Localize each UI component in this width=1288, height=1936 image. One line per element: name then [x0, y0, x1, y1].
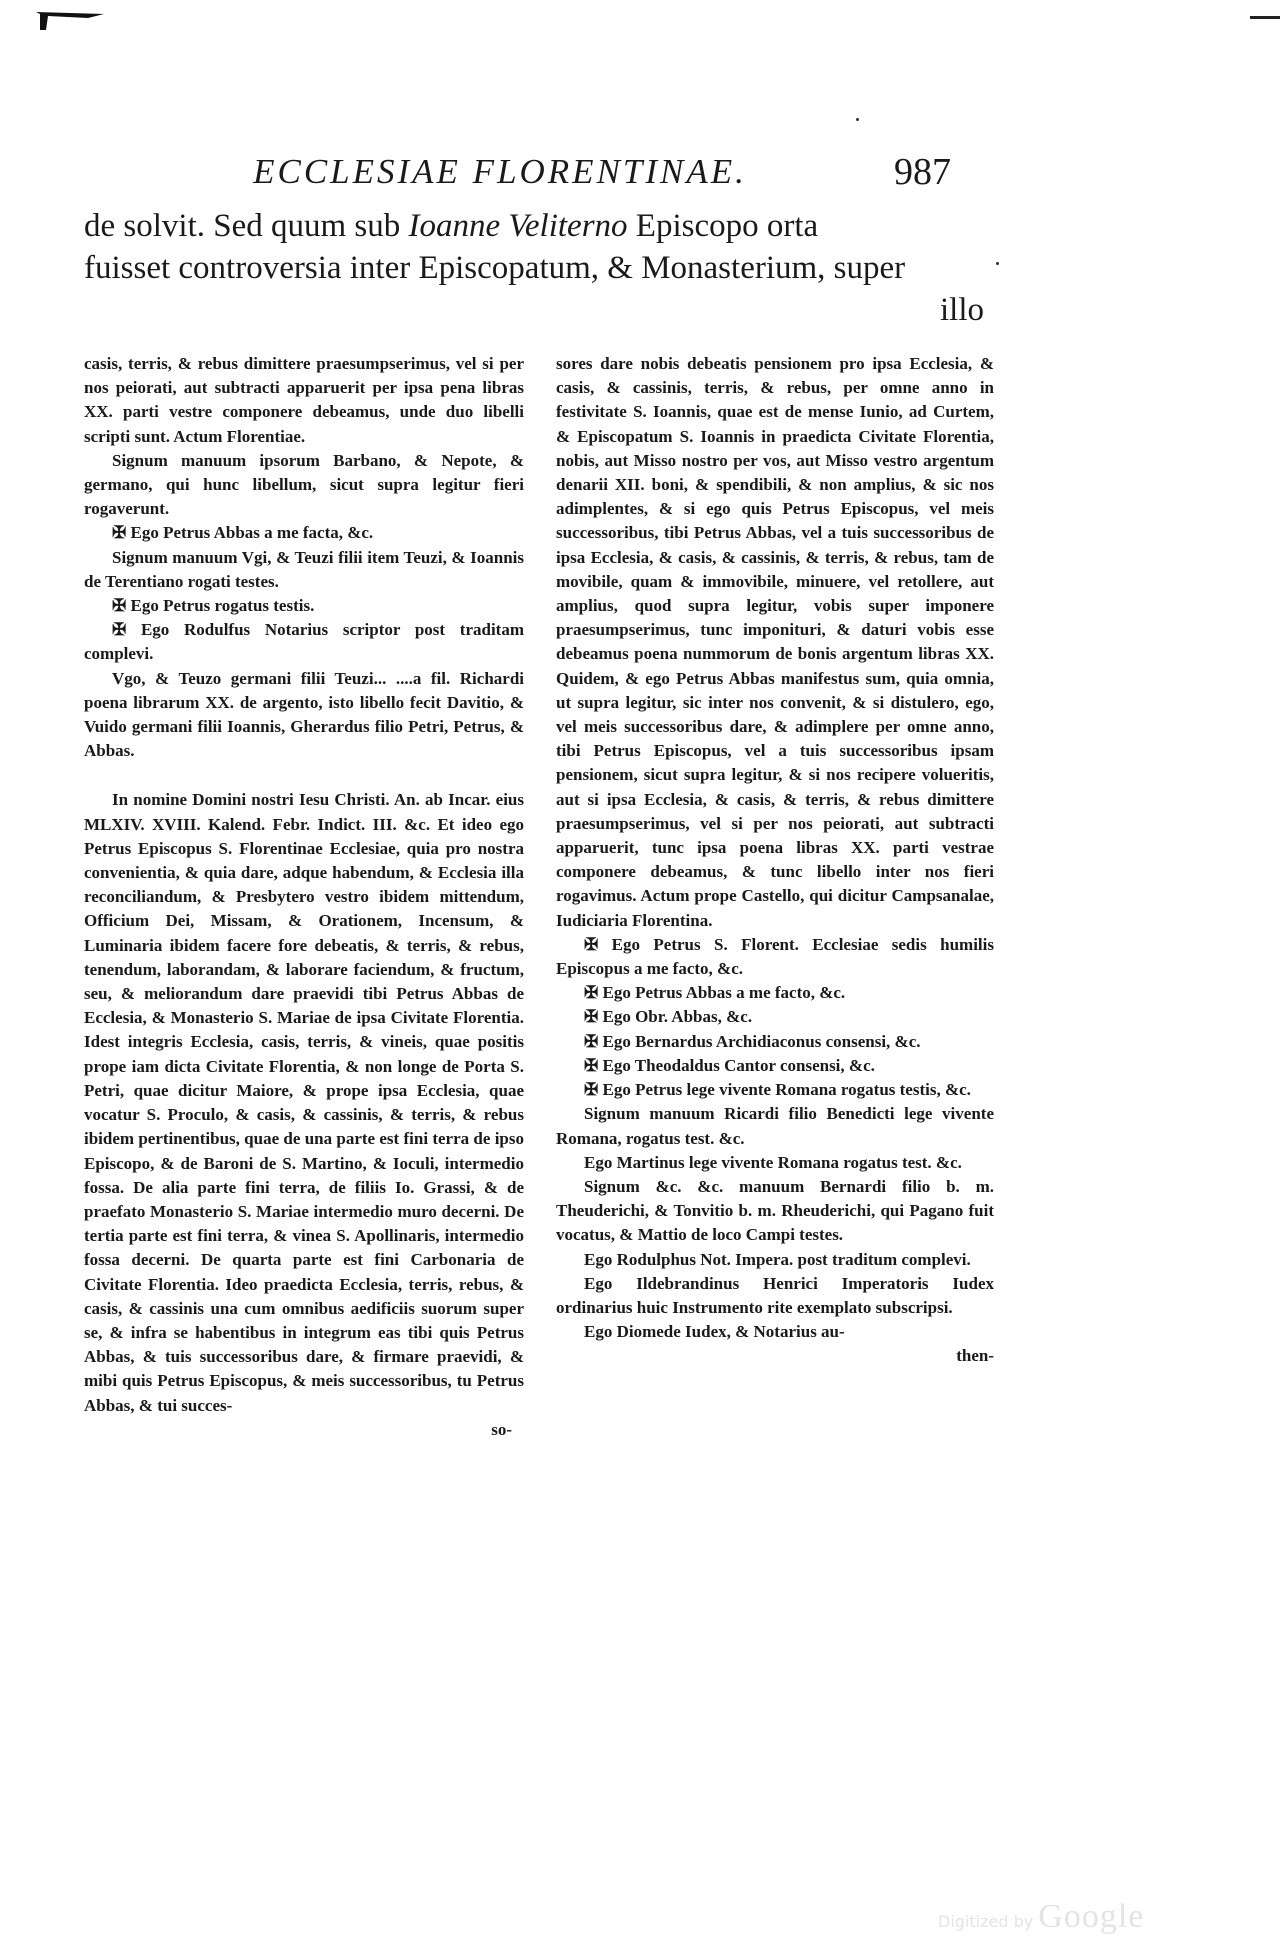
- left-paragraph: Vgo, & Teuzo germani filii Teuzi... ....a fil. Richardi poena librarum XX. de argento, isto libello fecit Davitio, & Vuido germani filii Ioannis, Gherardus filio Petri, Petrus, & Abbas.: [84, 668, 524, 761]
- left-column: [84, 352, 524, 1442]
- catchword: so-: [491, 1419, 512, 1439]
- lead-paragraph: [84, 205, 984, 331]
- scan-edge-line: [1250, 16, 1280, 19]
- page-number: 987: [894, 151, 951, 193]
- right-paragraph: Signum &c. &c. manuum Bernardi filio b. m. Theuderichi, & Tonvitio b. m. Rheuderichi, qui Pagano fuit vocatus, & Mattio de loco Campi testes.: [556, 1176, 994, 1245]
- watermark-brand: Google: [1038, 1898, 1145, 1935]
- right-paragraph: Ego Diomede Iudex, & Notarius au-: [584, 1322, 845, 1342]
- left-signature: ✠ Ego Rodulfus Notarius scriptor post traditam complevi.: [84, 620, 524, 664]
- right-paragraph: sores dare nobis debeatis pensionem pro ipsa Ecclesia, & casis, & cassinis, terris, & rebus, per omne anno in festivitate S. Ioannis, quae est de mense Iunio, ad Curtem, & Episcopatum S. Ioannis in praedicta Civitate Florentia, nobis, aut Misso nostro per vos, aut Misso vestro argentum denarii XII. boni, & spendibili, & non amplius, & sic nos adimplentes, & si ego quis Petrus Episcopus, vel meis successoribus, tibi Petrus Abbas, vel a tuis successoribus de ipsa Ecclesia, & casis, & cassinis, & terris, & rebus, tam de movibile, quam & immovibile, minuere, vel retollere, aut amplius, quod supra legitur, vobis super imponere praesumpserimus, tunc imponituri, & daturi vobis esse debeamus poena nummorum de bonis argentum libras XX. Quidem, & ego Petrus Abbas manifestus sum, quia omnia, ut supra legitur, sic inter nos convenit, & si distulero, ego, vel meis successoribus dare, & adimplere per omne anno, tibi Petrus Episcopus, vel a tuis successoribus ipsam pensionem, sicut supra legitur, & si nos recipere volueritis, aut si ipsa Ecclesia, & casis, & terris, & rebus dimittere praesumpserimus, vel si per nos peiorati, aut subtracti apparuerit, tunc ipsa poena libras XX. parti vestrae componere debeamus, & tunc libello inter nos fieri rogavimus. Actum prope Castello, qui dicitur Campsanalae, Iudiciaria Florentina.: [556, 354, 994, 930]
- left-paragraph: Signum manuum Vgi, & Teuzi filii item Teuzi, & Ioannis de Terentiano rogati testes.: [84, 547, 524, 591]
- scan-speck: [996, 262, 999, 265]
- right-paragraph: Ego Martinus lege vivente Romana rogatus test. &c.: [584, 1152, 962, 1172]
- running-title: ECCLESIAE FLORENTINAE.: [253, 152, 747, 191]
- scan-edge-mark: [34, 10, 108, 32]
- right-signature: ✠ Ego Bernardus Archidiaconus consensi, &c.: [584, 1031, 921, 1051]
- digitized-watermark: [938, 1898, 1144, 1936]
- left-paragraph: In nomine Domini nostri Iesu Christi. An. ab Incar. eius MLXIV. XVIII. Kalend. Febr. Indict. III. &c. Et ideo ego Petrus Episcopus S. Florentinae Ecclesiae, quia pro nostra convenientia, & quia dare, adque habendum, & Ecclesia illa reconciliandum, & Presbytero vestro ibidem mittendum, Officium Dei, Missam, & Orationem, Incensum, & Luminaria ibidem facere fore debeatis, & terris, & rebus, tenendum, laborandam, & laborare faciendum, & fructum, seu, & meliorandum dare praevidi tibi Petrus Abbas de Ecclesia, & Monasterio S. Mariae de ipsa Civitate Florentia. Idest integris Ecclesia, casis, terris, & vineis, quae positis prope iam dicta Civitate Florentia, & non longe de Porta S. Petri, quae dicitur Maiore, & prope ipsa Ecclesia, quae vocatur S. Proculo, & casis, & cassinis, & terris, & rebus ibidem pertinentibus, quae de una parte est fini terra de ipso Episcopo, & de Baroni de S. Martino, & Ioculi, intermedio fossa. De alia parte fini terra, de filiis Io. Grassi, & de praefato Monasterio S. Mariae intermedio muro decerni. De tertia parte est fini terra, & vinea S. Apollinaris, intermedio fossa decerni. De quarta parte est fini Carbonaria de Civitate Florentia. Ideo praedicta Ecclesia, terris, rebus, & casis, & cassinis una cum omnibus aedificiis suorum super se, & infra se habentibus in integrum eas tibi quis Petrus Abbas, & tuis successoribus dare, & firmare praevidi, & mibi quis Petrus Episcopus, & meis successoribus, tu Petrus Abbas, & tui succes-: [84, 790, 524, 1415]
- right-paragraph: Ego Rodulphus Not. Impera. post traditum complevi.: [584, 1249, 971, 1269]
- left-signature: ✠ Ego Petrus Abbas a me facta, &c.: [112, 523, 374, 543]
- right-paragraph: Signum manuum Ricardi filio Benedicti lege vivente Romana, rogatus test. &c.: [556, 1104, 994, 1148]
- right-signature: ✠ Ego Obr. Abbas, &c.: [584, 1007, 753, 1027]
- left-signature: ✠ Ego Petrus rogatus testis.: [112, 596, 315, 616]
- right-column: [556, 352, 994, 1369]
- right-paragraph: Ego Ildebrandinus Henrici Imperatoris Iudex ordinarius huic Instrumento rite exemplato subscripsi.: [556, 1273, 994, 1317]
- lead-line-1: de solvit. Sed quum sub Ioanne Veliterno Episcopo orta: [84, 208, 819, 244]
- right-signature: ✠ Ego Petrus Abbas a me facto, &c.: [584, 983, 846, 1003]
- left-paragraph: Signum manuum ipsorum Barbano, & Nepote, & germano, qui hunc libellum, sicut supra legitur fieri rogaverunt.: [84, 450, 524, 519]
- lead-line-2: fuisset controversia inter Episcopatum, & Monasterium, super: [84, 250, 906, 286]
- right-signature: ✠ Ego Petrus lege vivente Romana rogatus testis, &c.: [584, 1080, 971, 1100]
- scan-speck: [856, 118, 859, 121]
- left-paragraph: casis, terris, & rebus dimittere praesumpserimus, vel si per nos peiorati, aut subtracti apparuerit per ipsa pena libras XX. parti vestre componere debeamus, unde duo libelli scripti sunt. Actum Florentiae.: [84, 354, 524, 446]
- lead-italic-name: Ioanne Veliterno: [408, 208, 628, 244]
- catchword: then-: [956, 1346, 994, 1366]
- lead-line-3: illo: [939, 292, 984, 328]
- right-signature: ✠ Ego Petrus S. Florent. Ecclesiae sedis humilis Episcopus a me facto, &c.: [556, 934, 994, 979]
- right-signature: ✠ Ego Theodaldus Cantor consensi, &c.: [584, 1055, 875, 1075]
- watermark-prefix: Digitized by: [938, 1912, 1034, 1931]
